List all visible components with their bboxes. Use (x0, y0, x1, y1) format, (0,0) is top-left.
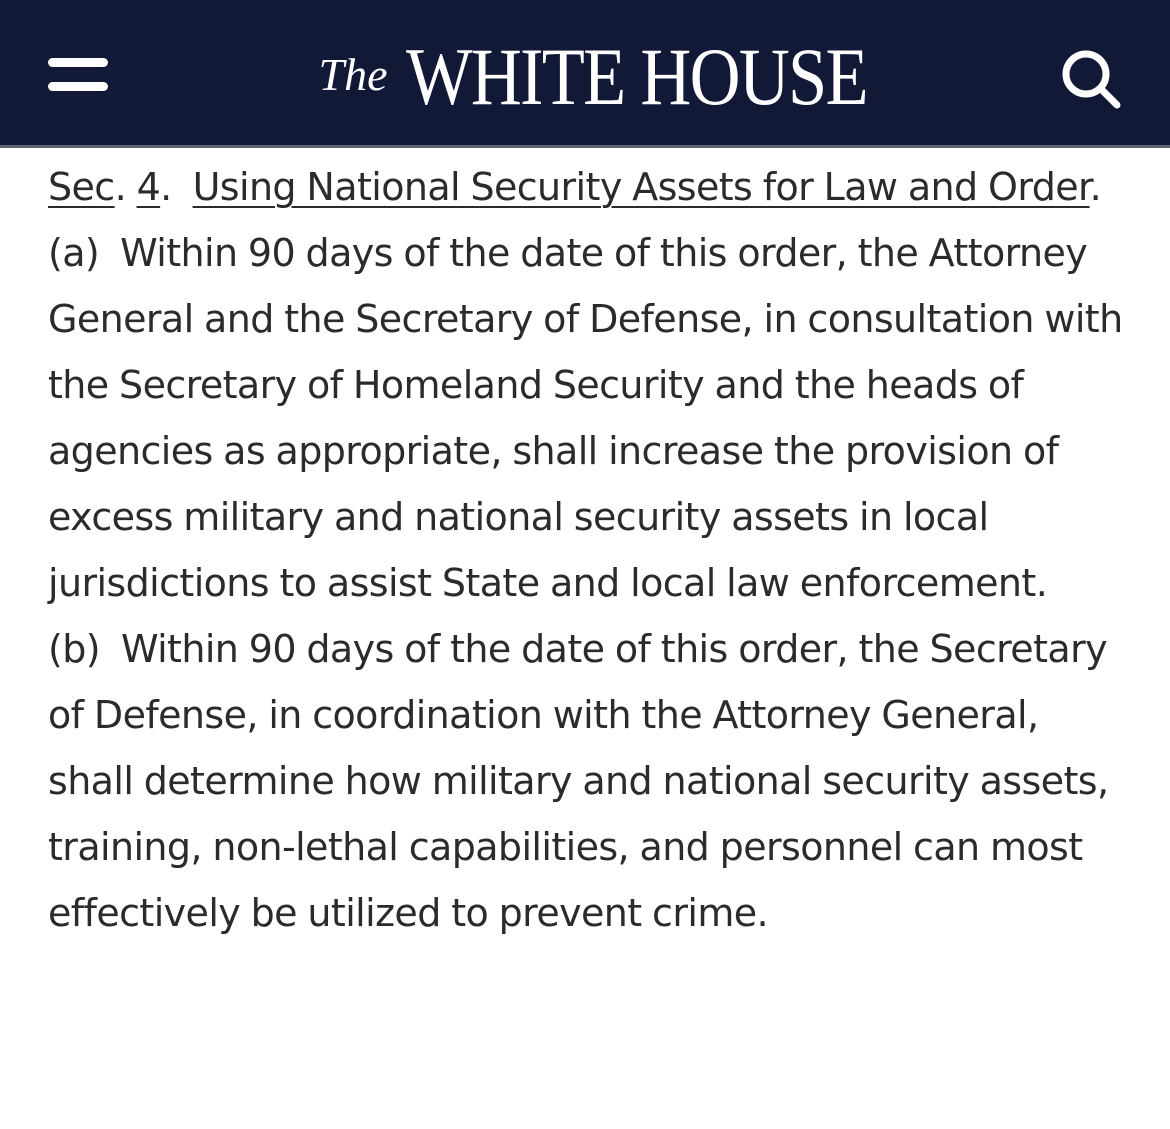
paragraph-b (48, 616, 1128, 946)
section-title-part1: Using National Security Assets for Law and (192, 165, 978, 209)
article-body (48, 154, 1128, 946)
para-a-label: (a) (48, 231, 100, 275)
sec-number-link[interactable]: 4 (136, 165, 161, 209)
site-header (0, 0, 1170, 148)
para-b-text: Within 90 days of the date of this order, the Secretary of Defense, in coordination with the Attorney General, shall determine how military and national security assets, training, non-lethal capabilities, and personnel can most effectively be utilized to prevent crime. (48, 627, 1109, 935)
paragraph-a: Sec. 4. Using National Security Assets for Law and Order. (a) Within 90 days of the date of this order, the Attorney General and the Secretary of Defense, in consultation with the Secretary of Homeland Security and the heads of agencies as appropriate, shall increase the provision of excess military and national security assets in local jurisdictions to assist State and local law enforcement. (48, 165, 1123, 605)
hamburger-menu-icon-bar (48, 82, 108, 91)
para-b-label: (b) (48, 627, 100, 671)
menu-button[interactable] (44, 52, 110, 96)
section-title-part2: Order (988, 165, 1090, 209)
logo-prefix: The (318, 49, 388, 100)
logo-name: WHITE HOUSE (405, 31, 867, 122)
search-button[interactable] (1054, 42, 1126, 114)
search-icon (1054, 42, 1126, 114)
site-logo (0, 30, 1170, 124)
hamburger-menu-icon (48, 58, 108, 67)
section-title-link[interactable] (193, 165, 1090, 209)
para-a-text: Within 90 days of the date of this order, the Attorney General and the Secretary of Defense, in consultation with the Secretary of Homeland Security and the heads of agencies as appropriate, shall increase the provision of excess military and national security assets in local jurisdictions to assist State and local law enforcement. (48, 231, 1123, 605)
sec-link[interactable]: Sec (48, 165, 115, 209)
